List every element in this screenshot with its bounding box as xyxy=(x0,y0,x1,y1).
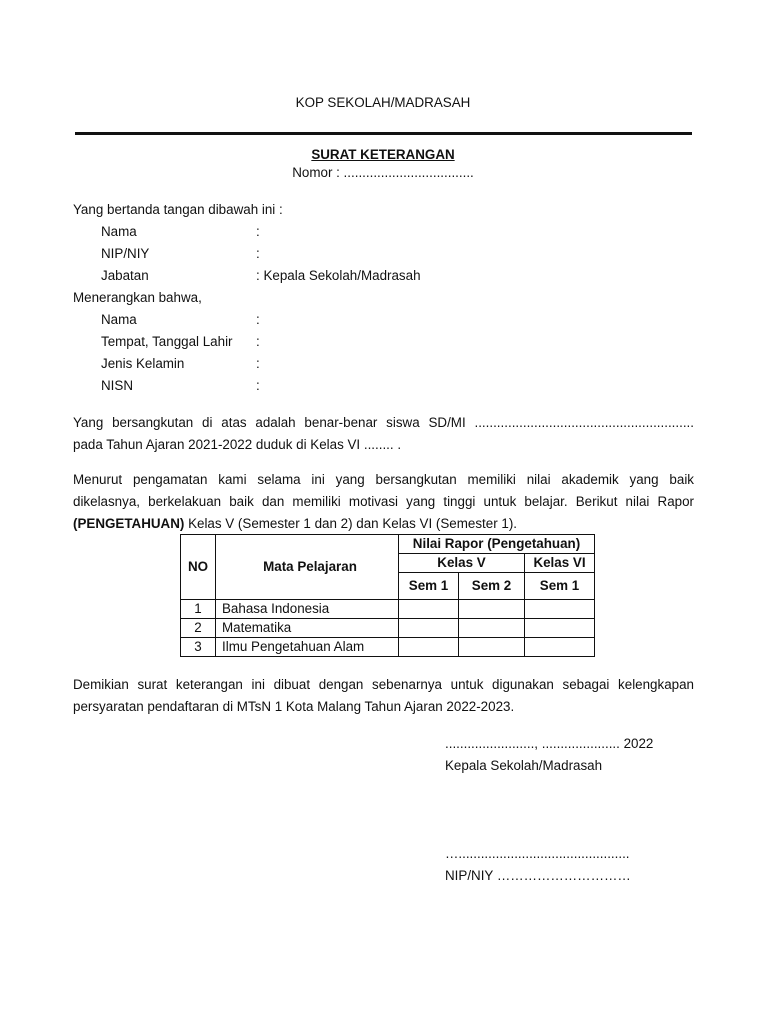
signer-nip-label: NIP/NIY xyxy=(101,246,150,261)
signer-intro: Yang bertanda tangan dibawah ini : xyxy=(73,202,283,217)
student-intro: Menerangkan bahwa, xyxy=(73,290,202,305)
header-subject: Mata Pelajaran xyxy=(216,535,399,600)
signer-name-label: Nama xyxy=(101,224,137,239)
enrollment-paragraph xyxy=(73,412,694,456)
signer-position-label: Jabatan xyxy=(101,268,149,283)
row-kelas-vi-sem-1 xyxy=(525,600,595,619)
signer-name-value: : xyxy=(256,224,260,239)
signature-place-date: ........................, ..................... 2022 xyxy=(445,736,654,751)
header-kelas-v-sem-2: Sem 2 xyxy=(459,573,525,600)
assessment-line-3 xyxy=(73,513,694,535)
signature-position: Kepala Sekolah/Madrasah xyxy=(445,758,603,773)
signer-position-value: : Kepala Sekolah/Madrasah xyxy=(256,268,421,283)
closing-paragraph xyxy=(73,674,694,718)
closing-line-1: Demikian surat keterangan ini dibuat dengan sebenarnya untuk digunakan sebagai kelengkapan xyxy=(73,677,694,692)
row-no: 2 xyxy=(181,619,216,638)
assessment-line-2: dikelasnya, berkelakuan baik dan memiliki motivasi yang tinggi untuk belajar. Berikut nilai Rapor xyxy=(73,494,694,509)
row-subject: Matematika xyxy=(216,619,399,638)
signer-nip-value: : xyxy=(256,246,260,261)
table-row xyxy=(181,619,595,638)
row-subject: Bahasa Indonesia xyxy=(216,600,399,619)
document-number: Nomor : ................................... xyxy=(292,165,474,180)
header-kelas-v: Kelas V xyxy=(399,554,525,573)
row-kelas-v-sem-1 xyxy=(399,619,459,638)
header-kelas-v-sem-1: Sem 1 xyxy=(399,573,459,600)
signature-name-line: ….............................................. xyxy=(445,846,630,861)
student-gender-label: Jenis Kelamin xyxy=(101,356,185,371)
enrollment-line-1: Yang bersangkutan di atas adalah benar-benar siswa SD/MI ........................................................... xyxy=(73,415,694,430)
assessment-line-1: Menurut pengamatan kami selama ini yang bersangkutan memiliki nilai akademik yang baik xyxy=(73,472,694,487)
student-name-label: Nama xyxy=(101,312,137,327)
table-row xyxy=(181,600,595,619)
assessment-paragraph xyxy=(73,469,694,535)
row-kelas-vi-sem-1 xyxy=(525,619,595,638)
student-nisn-value: : xyxy=(256,378,260,393)
enrollment-line-2: pada Tahun Ajaran 2021-2022 duduk di Kelas VI ........ . xyxy=(73,437,402,452)
letterhead-divider xyxy=(75,132,692,135)
header-group: Nilai Rapor (Pengetahuan) xyxy=(399,535,595,554)
row-kelas-v-sem-2 xyxy=(459,600,525,619)
student-birth-value: : xyxy=(256,334,260,349)
row-kelas-v-sem-1 xyxy=(399,638,459,657)
row-kelas-v-sem-2 xyxy=(459,638,525,657)
assessment-bold-term: (PENGETAHUAN) xyxy=(73,516,185,531)
letterhead-placeholder: KOP SEKOLAH/MADRASAH xyxy=(295,95,471,110)
grades-table xyxy=(180,534,595,657)
row-no: 3 xyxy=(181,638,216,657)
signature-nip-line: NIP/NIY ………………………… xyxy=(445,868,631,883)
row-kelas-v-sem-1 xyxy=(399,600,459,619)
header-kelas-vi-sem-1: Sem 1 xyxy=(525,573,595,600)
assessment-line-3-rest: Kelas V (Semester 1 dan 2) dan Kelas VI (Semester 1). xyxy=(184,516,518,531)
row-no: 1 xyxy=(181,600,216,619)
row-kelas-vi-sem-1 xyxy=(525,638,595,657)
student-birth-label: Tempat, Tanggal Lahir xyxy=(101,334,233,349)
closing-line-2: persyaratan pendaftaran di MTsN 1 Kota Malang Tahun Ajaran 2022-2023. xyxy=(73,699,515,714)
header-kelas-vi: Kelas VI xyxy=(525,554,595,573)
student-nisn-label: NISN xyxy=(101,378,133,393)
table-row xyxy=(181,638,595,657)
student-name-value: : xyxy=(256,312,260,327)
document-title: SURAT KETERANGAN xyxy=(311,147,455,162)
header-no: NO xyxy=(181,535,216,600)
student-gender-value: : xyxy=(256,356,260,371)
row-subject: Ilmu Pengetahuan Alam xyxy=(216,638,399,657)
row-kelas-v-sem-2 xyxy=(459,619,525,638)
table-header-row-1 xyxy=(181,535,595,554)
